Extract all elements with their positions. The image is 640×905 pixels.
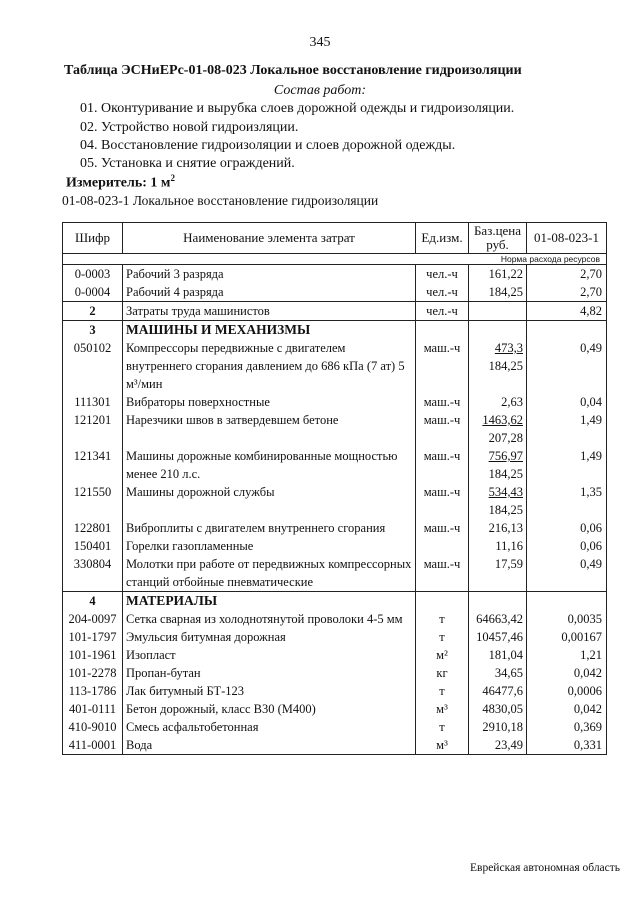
cell-unit: кг	[416, 664, 469, 682]
cell-price	[469, 610, 527, 628]
table-row	[63, 265, 607, 284]
cell-code: 113-1786	[63, 682, 123, 700]
cell-name: Смесь асфальтобетонная	[123, 718, 416, 736]
price-value: 756,97	[488, 449, 523, 463]
header-name: Наименование элемента затрат	[123, 223, 416, 254]
table-row	[63, 411, 607, 447]
cell-code: 0-0003	[63, 265, 123, 284]
cell-price	[469, 682, 527, 700]
cell-norm: 0,06	[527, 519, 607, 537]
table-header-row	[63, 223, 607, 254]
cell-code: 330804	[63, 555, 123, 592]
cell-unit: чел.-ч	[416, 283, 469, 302]
header-price: Баз.цена руб.	[469, 223, 527, 254]
price-value: 161,22	[488, 267, 523, 281]
cell-name: Вибраторы поверхностные	[123, 393, 416, 411]
price-value: 534,43	[488, 485, 523, 499]
price-value: 2,63	[501, 395, 523, 409]
table-row	[63, 646, 607, 664]
section-row	[63, 592, 607, 611]
norm-code-line: 01-08-023-1 Локальное восстановление гидроизоляции	[62, 193, 379, 208]
price-machinist-value: 184,25	[488, 359, 523, 373]
cell-name: Затраты труда машинистов	[123, 302, 416, 321]
footer-region: Еврейская автономная область	[470, 862, 621, 874]
cell-name: Изопласт	[123, 646, 416, 664]
norm-label: Норма расхода ресурсов	[63, 254, 607, 265]
cell-norm: 1,49	[527, 411, 607, 447]
header-unit: Ед.изм.	[416, 223, 469, 254]
cell-norm: 2,70	[527, 283, 607, 302]
cell-code: 410-9010	[63, 718, 123, 736]
table-row	[63, 447, 607, 483]
cell-name: Пропан-бутан	[123, 664, 416, 682]
cell-code: 122801	[63, 519, 123, 537]
cell-norm: 0,04	[527, 393, 607, 411]
work-item: 05. Установка и снятие ограждений.	[80, 156, 295, 171]
cell-unit: чел.-ч	[416, 302, 469, 321]
work-item: 01. Оконтуривание и вырубка слоев дорожной одежды и гидроизоляции.	[80, 101, 515, 116]
cell-name: Лак битумный БТ-123	[123, 682, 416, 700]
cell-code: 204-0097	[63, 610, 123, 628]
cell-norm: 0,331	[527, 736, 607, 755]
cell-norm: 0,0035	[527, 610, 607, 628]
cell-code: 111301	[63, 393, 123, 411]
cell-code: 121201	[63, 411, 123, 447]
cell-unit: маш.-ч	[416, 339, 469, 393]
page-number: 345	[309, 35, 331, 50]
cell-price	[469, 736, 527, 755]
table-row	[63, 718, 607, 736]
cell-code: 150401	[63, 537, 123, 555]
cell-price	[469, 592, 527, 611]
cell-norm: 0,00167	[527, 628, 607, 646]
cell-price	[469, 339, 527, 393]
cell-price	[469, 628, 527, 646]
price-value: 1463,62	[482, 413, 523, 427]
cell-norm: 0,49	[527, 339, 607, 393]
cell-name: Горелки газопламенные	[123, 537, 416, 555]
cell-unit: т	[416, 682, 469, 700]
price-machinist-value: 184,25	[488, 503, 523, 517]
table-row	[63, 555, 607, 592]
table-row	[63, 537, 607, 555]
cell-norm: 4,82	[527, 302, 607, 321]
cell-unit: чел.-ч	[416, 265, 469, 284]
cell-norm: 0,042	[527, 700, 607, 718]
section-row	[63, 321, 607, 340]
price-machinist-value: 184,25	[488, 467, 523, 481]
price-value: 4830,05	[482, 702, 523, 716]
header-norm: 01-08-023-1	[527, 223, 607, 254]
cell-code: 3	[63, 321, 123, 340]
price-value: 23,49	[494, 738, 523, 752]
cell-name: Молотки при работе от передвижных компрессорных станций отбойные пневматические	[123, 555, 416, 592]
cell-code: 121550	[63, 483, 123, 519]
table-row	[63, 628, 607, 646]
cell-price	[469, 718, 527, 736]
cell-norm	[527, 321, 607, 340]
cell-norm	[527, 592, 607, 611]
resource-table	[62, 222, 607, 755]
cell-code: 401-0111	[63, 700, 123, 718]
cell-name: Бетон дорожный, класс В30 (М400)	[123, 700, 416, 718]
cell-price	[469, 302, 527, 321]
cell-code: 2	[63, 302, 123, 321]
table-row	[63, 519, 607, 537]
cell-unit: м³	[416, 736, 469, 755]
price-value: 10457,46	[476, 630, 523, 644]
cell-name: Машины дорожные комбинированные мощностью менее 210 л.с.	[123, 447, 416, 483]
cell-unit: маш.-ч	[416, 393, 469, 411]
header-code: Шифр	[63, 223, 123, 254]
table-row	[63, 610, 607, 628]
cell-name: Вода	[123, 736, 416, 755]
table-row	[63, 664, 607, 682]
table-row	[63, 302, 607, 321]
cell-name: Рабочий 3 разряда	[123, 265, 416, 284]
price-value: 17,59	[494, 557, 523, 571]
price-value: 46477,6	[482, 684, 523, 698]
cell-name: МАШИНЫ И МЕХАНИЗМЫ	[123, 321, 416, 340]
cell-unit	[416, 537, 469, 555]
cell-norm: 0,0006	[527, 682, 607, 700]
cell-unit: т	[416, 718, 469, 736]
cell-price	[469, 447, 527, 483]
table-row	[63, 736, 607, 755]
cell-unit: т	[416, 610, 469, 628]
norm-label-row	[63, 254, 607, 265]
table-row	[63, 339, 607, 393]
cell-code: 101-1797	[63, 628, 123, 646]
cell-price	[469, 283, 527, 302]
cell-price	[469, 519, 527, 537]
cell-code: 050102	[63, 339, 123, 393]
price-value: 184,25	[488, 285, 523, 299]
cell-price	[469, 411, 527, 447]
cell-code: 101-2278	[63, 664, 123, 682]
cell-code: 0-0004	[63, 283, 123, 302]
cell-norm: 0,369	[527, 718, 607, 736]
cell-unit: м³	[416, 700, 469, 718]
cell-norm: 1,35	[527, 483, 607, 519]
price-value: 473,3	[494, 341, 523, 355]
table-title: Таблица ЭСНиЕРс-01-08-023 Локальное восстановление гидроизоляции	[64, 63, 522, 78]
cell-norm: 0,49	[527, 555, 607, 592]
cell-norm: 0,06	[527, 537, 607, 555]
measure-sup: 2	[170, 173, 175, 183]
cell-unit	[416, 592, 469, 611]
cell-unit: маш.-ч	[416, 483, 469, 519]
cell-name: Машины дорожной службы	[123, 483, 416, 519]
cell-price	[469, 664, 527, 682]
cell-price	[469, 537, 527, 555]
cell-name: Эмульсия битумная дорожная	[123, 628, 416, 646]
works-heading: Состав работ:	[273, 83, 367, 98]
cell-name: Нарезчики швов в затвердевшем бетоне	[123, 411, 416, 447]
cell-name: Рабочий 4 разряда	[123, 283, 416, 302]
cell-unit: т	[416, 628, 469, 646]
cell-name: Компрессоры передвижные с двигателем внутреннего сгорания давлением до 686 кПа (7 ат) 5 м³/мин	[123, 339, 416, 393]
cell-code: 411-0001	[63, 736, 123, 755]
table-body	[63, 265, 607, 755]
cell-price	[469, 646, 527, 664]
cell-norm: 1,21	[527, 646, 607, 664]
measure-label: Измеритель: 1 м	[66, 175, 171, 191]
cell-unit: маш.-ч	[416, 555, 469, 592]
price-value: 11,16	[495, 539, 523, 553]
cell-unit: маш.-ч	[416, 447, 469, 483]
cell-price	[469, 700, 527, 718]
price-machinist-value: 207,28	[488, 431, 523, 445]
cell-name: Сетка сварная из холоднотянутой проволоки 4-5 мм	[123, 610, 416, 628]
cell-code: 121341	[63, 447, 123, 483]
cell-code: 101-1961	[63, 646, 123, 664]
price-value: 64663,42	[476, 612, 523, 626]
cell-price	[469, 265, 527, 284]
cell-name: Виброплиты с двигателем внутреннего сгорания	[123, 519, 416, 537]
cell-price	[469, 321, 527, 340]
price-value: 34,65	[494, 666, 523, 680]
cell-unit: м²	[416, 646, 469, 664]
cell-unit: маш.-ч	[416, 411, 469, 447]
cell-unit	[416, 321, 469, 340]
measure-unit	[66, 173, 175, 192]
work-item: 04. Восстановление гидроизоляции и слоев дорожной одежды.	[80, 138, 456, 153]
table-row	[63, 393, 607, 411]
cell-price	[469, 555, 527, 592]
cell-norm: 0,042	[527, 664, 607, 682]
work-item: 02. Устройство новой гидроизляции.	[80, 120, 299, 135]
price-value: 2910,18	[482, 720, 523, 734]
table-row	[63, 700, 607, 718]
table-row	[63, 682, 607, 700]
table-row	[63, 283, 607, 302]
cell-name: МАТЕРИАЛЫ	[123, 592, 416, 611]
cell-price	[469, 483, 527, 519]
table-row	[63, 483, 607, 519]
cell-price	[469, 393, 527, 411]
price-value: 181,04	[488, 648, 523, 662]
cell-code: 4	[63, 592, 123, 611]
cell-unit: маш.-ч	[416, 519, 469, 537]
cell-norm: 2,70	[527, 265, 607, 284]
price-value: 216,13	[488, 521, 523, 535]
cell-norm: 1,49	[527, 447, 607, 483]
